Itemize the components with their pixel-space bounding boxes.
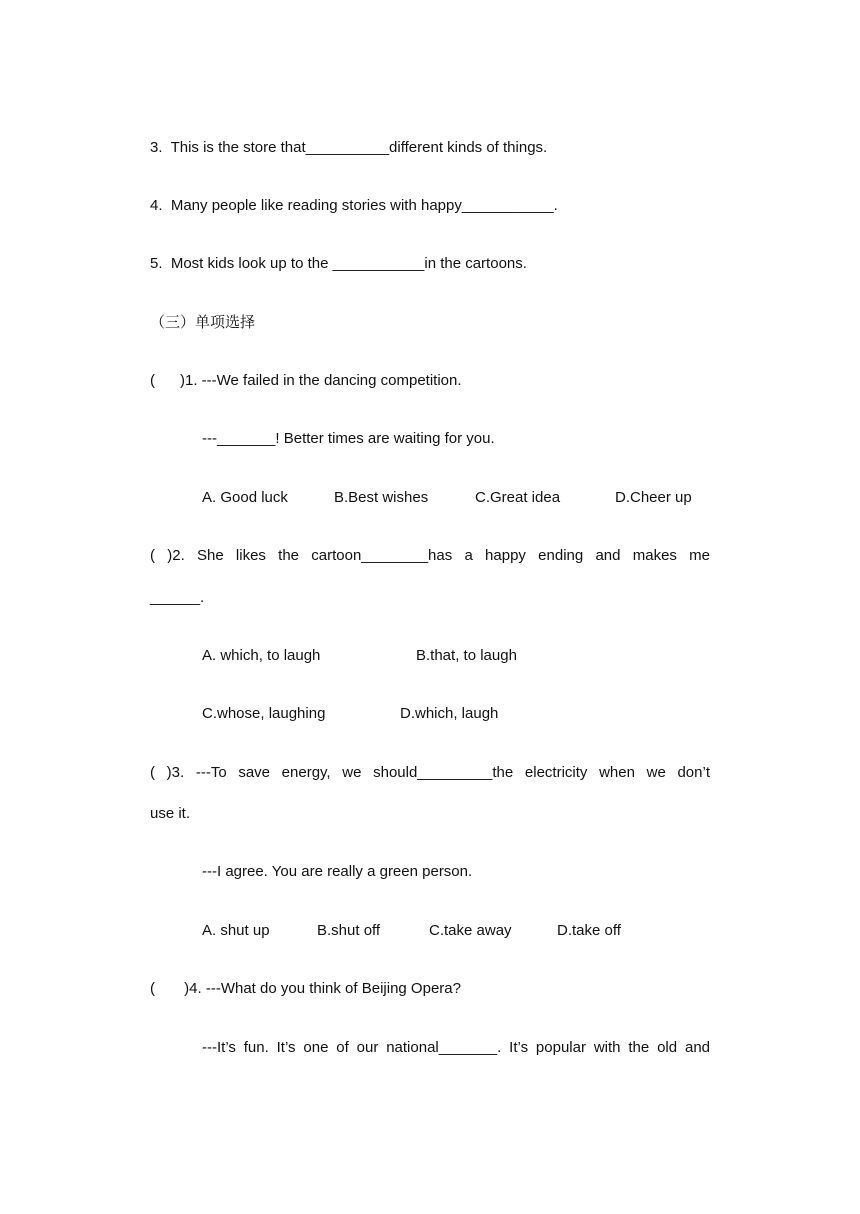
question-1-option-b: B.Best wishes	[334, 489, 429, 506]
question-4-response: ---It’s fun. It’s one of our national_______. It’s popular with the old and	[202, 1039, 710, 1056]
question-3-prompt-continued: use it.	[150, 805, 191, 822]
fill-in-item-3: 3. This is the store that__________different kinds of things.	[150, 139, 548, 156]
question-2-prompt-continued: ______.	[150, 589, 205, 606]
question-3-response: ---I agree. You are really a green person.	[202, 863, 473, 880]
question-2-option-b: B.that, to laugh	[416, 647, 517, 664]
question-1-response: ---_______! Better times are waiting for you.	[202, 430, 495, 447]
question-2-prompt: ( )2. She likes the cartoon________has a happy ending and makes me	[150, 547, 710, 564]
question-2-option-c: C.whose, laughing	[202, 705, 326, 722]
question-1-option-c: C.Great idea	[475, 489, 561, 506]
section-title: （三）单项选择	[150, 313, 256, 331]
fill-in-item-4: 4. Many people like reading stories with happy___________.	[150, 197, 558, 214]
question-2-option-d: D.which, laugh	[400, 705, 499, 722]
question-1-option-d: D.Cheer up	[615, 489, 692, 506]
fill-in-item-5: 5. Most kids look up to the ___________in the cartoons.	[150, 255, 527, 272]
question-1-option-a: A. Good luck	[202, 489, 288, 506]
question-4-prompt: ( )4. ---What do you think of Beijing Opera?	[150, 980, 461, 997]
question-3-option-d: D.take off	[557, 922, 621, 939]
question-3-option-a: A. shut up	[202, 922, 270, 939]
question-2-option-a: A. which, to laugh	[202, 647, 321, 664]
question-3-option-b: B.shut off	[317, 922, 381, 939]
question-1-prompt: ( )1. ---We failed in the dancing competition.	[150, 372, 462, 389]
question-3-option-c: C.take away	[429, 922, 512, 939]
question-3-prompt: ( )3. ---To save energy, we should_________the electricity when we don’t	[150, 764, 710, 781]
